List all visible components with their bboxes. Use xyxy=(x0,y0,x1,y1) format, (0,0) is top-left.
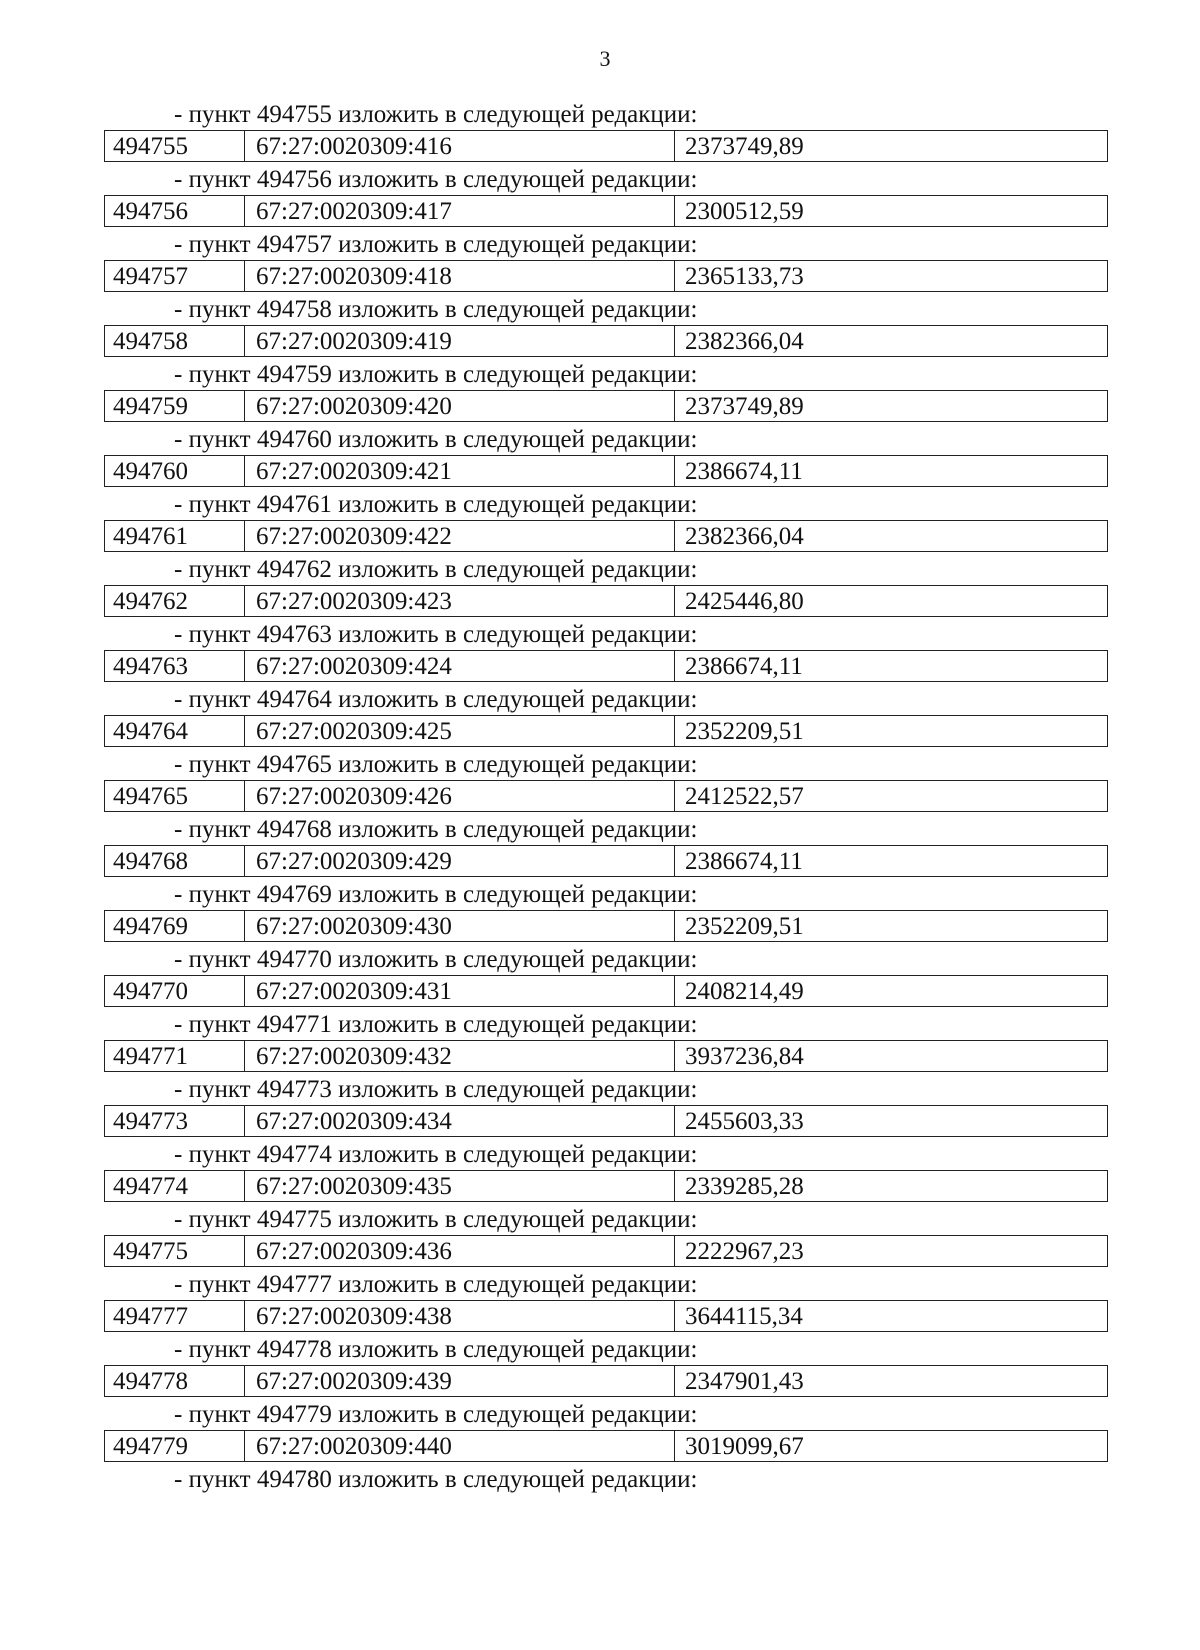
item-number-cell: 494770 xyxy=(105,976,245,1006)
table-row xyxy=(104,260,1108,292)
item-number-cell: 494777 xyxy=(105,1301,245,1331)
table-row xyxy=(104,390,1108,422)
item-number-cell: 494757 xyxy=(105,261,245,291)
entry-heading: - пункт 494770 изложить в следующей редакции: xyxy=(174,946,698,973)
table-row xyxy=(104,975,1108,1007)
value-cell: 2352209,51 xyxy=(685,913,804,940)
table-row xyxy=(104,910,1108,942)
entry-heading: - пункт 494762 изложить в следующей редакции: xyxy=(174,556,698,583)
value-cell: 2222967,23 xyxy=(685,1238,804,1265)
entry-heading: - пункт 494764 изложить в следующей редакции: xyxy=(174,686,698,713)
table-row xyxy=(104,455,1108,487)
value-cell: 2347901,43 xyxy=(685,1368,804,1395)
amendment-entry xyxy=(104,750,1112,815)
cadastral-number-cell: 67:27:0020309:426 xyxy=(245,781,675,811)
amendment-entry xyxy=(104,1335,1112,1400)
entry-heading: - пункт 494756 изложить в следующей редакции: xyxy=(174,166,698,193)
amendment-entry xyxy=(104,620,1112,685)
cadastral-number-cell: 67:27:0020309:439 xyxy=(245,1366,675,1396)
entry-heading: - пункт 494760 изложить в следующей редакции: xyxy=(174,426,698,453)
cadastral-number-cell: 67:27:0020309:435 xyxy=(245,1171,675,1201)
item-number-cell: 494768 xyxy=(105,846,245,876)
item-number-cell: 494761 xyxy=(105,521,245,551)
entry-heading: - пункт 494755 изложить в следующей редакции: xyxy=(174,101,698,128)
cadastral-number-cell: 67:27:0020309:425 xyxy=(245,716,675,746)
entry-heading: - пункт 494779 изложить в следующей редакции: xyxy=(174,1401,698,1428)
amendment-entry xyxy=(104,165,1112,230)
item-number-cell: 494779 xyxy=(105,1431,245,1461)
item-number-cell: 494760 xyxy=(105,456,245,486)
cadastral-number-cell: 67:27:0020309:423 xyxy=(245,586,675,616)
item-number-cell: 494759 xyxy=(105,391,245,421)
item-number-cell: 494756 xyxy=(105,196,245,226)
item-number-cell: 494764 xyxy=(105,716,245,746)
item-number-cell: 494774 xyxy=(105,1171,245,1201)
value-cell: 3019099,67 xyxy=(685,1433,804,1460)
amendment-entry xyxy=(104,1205,1112,1270)
entry-heading: - пункт 494771 изложить в следующей редакции: xyxy=(174,1011,698,1038)
final-entry-heading: - пункт 494780 изложить в следующей редакции: xyxy=(174,1466,698,1493)
amendment-entry xyxy=(104,685,1112,750)
amendment-entry xyxy=(104,295,1112,360)
amendment-entry xyxy=(104,1270,1112,1335)
cadastral-number-cell: 67:27:0020309:431 xyxy=(245,976,675,1006)
amendment-entry xyxy=(104,815,1112,880)
value-cell: 2373749,89 xyxy=(685,393,804,420)
entry-heading: - пункт 494769 изложить в следующей редакции: xyxy=(174,881,698,908)
entry-heading: - пункт 494758 изложить в следующей редакции: xyxy=(174,296,698,323)
cadastral-number-cell: 67:27:0020309:417 xyxy=(245,196,675,226)
item-number-cell: 494778 xyxy=(105,1366,245,1396)
cadastral-number-cell: 67:27:0020309:420 xyxy=(245,391,675,421)
entry-heading: - пункт 494768 изложить в следующей редакции: xyxy=(174,816,698,843)
cadastral-number-cell: 67:27:0020309:436 xyxy=(245,1236,675,1266)
item-number-cell: 494763 xyxy=(105,651,245,681)
table-row xyxy=(104,585,1108,617)
value-cell: 2339285,28 xyxy=(685,1173,804,1200)
cadastral-number-cell: 67:27:0020309:421 xyxy=(245,456,675,486)
amendment-entry xyxy=(104,425,1112,490)
amendment-entry xyxy=(104,945,1112,1010)
item-number-cell: 494755 xyxy=(105,131,245,161)
table-row xyxy=(104,1235,1108,1267)
amendment-entry xyxy=(104,490,1112,555)
table-row xyxy=(104,845,1108,877)
cadastral-number-cell: 67:27:0020309:416 xyxy=(245,131,675,161)
value-cell: 2352209,51 xyxy=(685,718,804,745)
item-number-cell: 494773 xyxy=(105,1106,245,1136)
amendment-entry xyxy=(104,360,1112,425)
amendment-entry xyxy=(104,1075,1112,1140)
value-cell: 2455603,33 xyxy=(685,1108,804,1135)
amendment-entry xyxy=(104,1140,1112,1205)
entry-heading: - пункт 494765 изложить в следующей редакции: xyxy=(174,751,698,778)
value-cell: 3644115,34 xyxy=(685,1303,803,1330)
entry-heading: - пункт 494763 изложить в следующей редакции: xyxy=(174,621,698,648)
entry-heading: - пункт 494774 изложить в следующей редакции: xyxy=(174,1141,698,1168)
amendment-entry xyxy=(104,555,1112,620)
cadastral-number-cell: 67:27:0020309:419 xyxy=(245,326,675,356)
amendment-entry xyxy=(104,230,1112,295)
value-cell: 3937236,84 xyxy=(685,1043,804,1070)
value-cell: 2408214,49 xyxy=(685,978,804,1005)
page-number: 3 xyxy=(599,46,611,71)
item-number-cell: 494762 xyxy=(105,586,245,616)
amendment-entry xyxy=(104,880,1112,945)
entry-heading: - пункт 494761 изложить в следующей редакции: xyxy=(174,491,698,518)
value-cell: 2412522,57 xyxy=(685,783,804,810)
cadastral-number-cell: 67:27:0020309:438 xyxy=(245,1301,675,1331)
table-row xyxy=(104,1040,1108,1072)
table-row xyxy=(104,1300,1108,1332)
value-cell: 2425446,80 xyxy=(685,588,804,615)
entry-heading: - пункт 494757 изложить в следующей редакции: xyxy=(174,231,698,258)
cadastral-number-cell: 67:27:0020309:422 xyxy=(245,521,675,551)
cadastral-number-cell: 67:27:0020309:440 xyxy=(245,1431,675,1461)
table-row xyxy=(104,650,1108,682)
table-row xyxy=(104,715,1108,747)
entry-heading: - пункт 494773 изложить в следующей редакции: xyxy=(174,1076,698,1103)
entry-heading: - пункт 494775 изложить в следующей редакции: xyxy=(174,1206,698,1233)
value-cell: 2386674,11 xyxy=(685,848,803,875)
value-cell: 2373749,89 xyxy=(685,133,804,160)
amendment-entry xyxy=(104,100,1112,165)
item-number-cell: 494765 xyxy=(105,781,245,811)
table-row xyxy=(104,1365,1108,1397)
document-body xyxy=(104,100,1112,1495)
item-number-cell: 494771 xyxy=(105,1041,245,1071)
table-row xyxy=(104,1170,1108,1202)
table-row xyxy=(104,1430,1108,1462)
table-row xyxy=(104,325,1108,357)
item-number-cell: 494758 xyxy=(105,326,245,356)
table-row xyxy=(104,130,1108,162)
cadastral-number-cell: 67:27:0020309:418 xyxy=(245,261,675,291)
amendment-entry xyxy=(104,1400,1112,1465)
amendment-entry xyxy=(104,1010,1112,1075)
table-row xyxy=(104,520,1108,552)
value-cell: 2382366,04 xyxy=(685,328,804,355)
table-row xyxy=(104,780,1108,812)
cadastral-number-cell: 67:27:0020309:434 xyxy=(245,1106,675,1136)
cadastral-number-cell: 67:27:0020309:432 xyxy=(245,1041,675,1071)
value-cell: 2365133,73 xyxy=(685,263,804,290)
value-cell: 2386674,11 xyxy=(685,458,803,485)
entry-heading: - пункт 494778 изложить в следующей редакции: xyxy=(174,1336,698,1363)
table-row xyxy=(104,195,1108,227)
cadastral-number-cell: 67:27:0020309:429 xyxy=(245,846,675,876)
item-number-cell: 494769 xyxy=(105,911,245,941)
cadastral-number-cell: 67:27:0020309:430 xyxy=(245,911,675,941)
entry-heading: - пункт 494759 изложить в следующей редакции: xyxy=(174,361,698,388)
cadastral-number-cell: 67:27:0020309:424 xyxy=(245,651,675,681)
entry-heading: - пункт 494777 изложить в следующей редакции: xyxy=(174,1271,698,1298)
value-cell: 2386674,11 xyxy=(685,653,803,680)
item-number-cell: 494775 xyxy=(105,1236,245,1266)
value-cell: 2300512,59 xyxy=(685,198,804,225)
table-row xyxy=(104,1105,1108,1137)
value-cell: 2382366,04 xyxy=(685,523,804,550)
